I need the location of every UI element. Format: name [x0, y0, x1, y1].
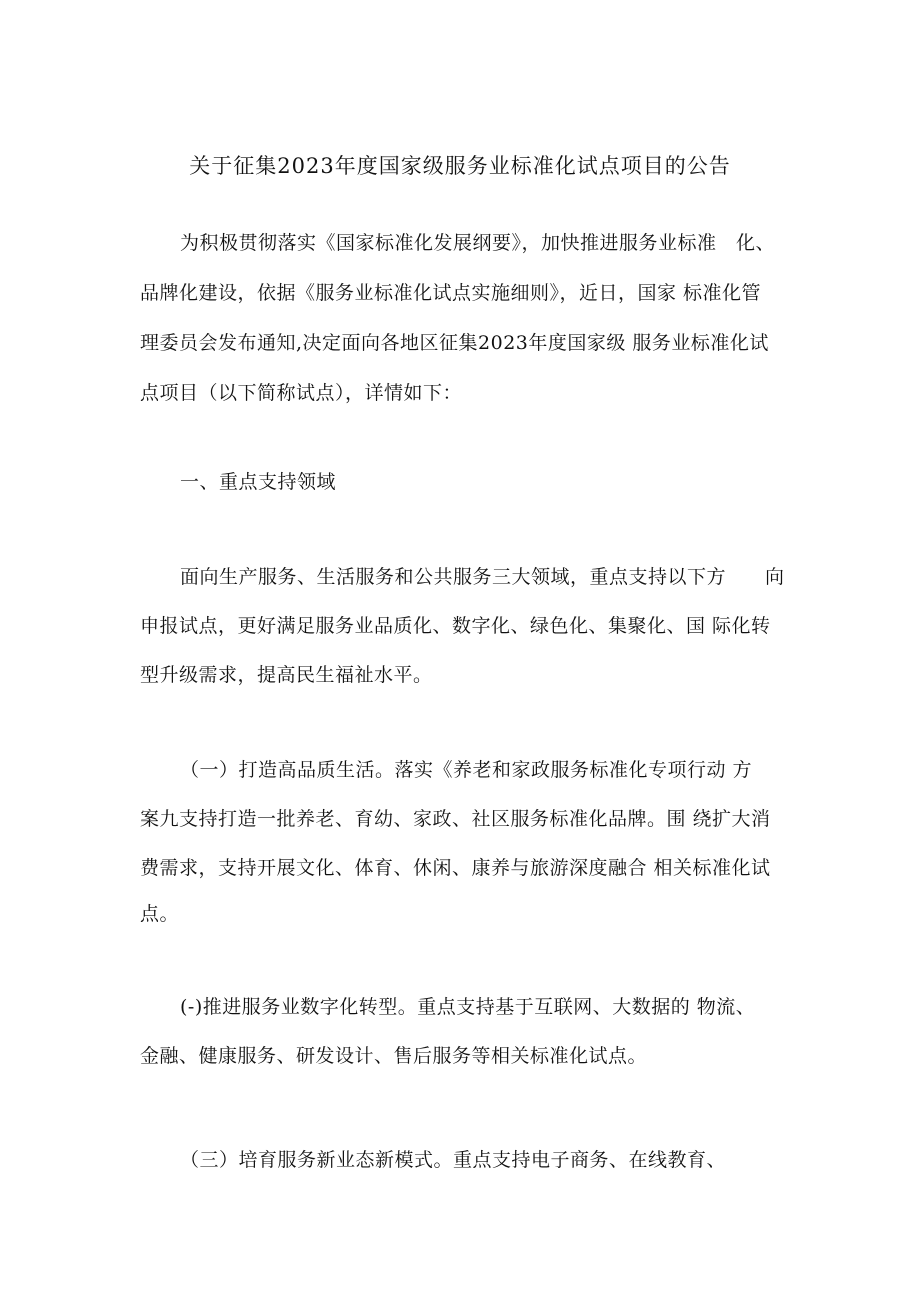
section-heading-1: 一、重点支持领域 — [180, 471, 337, 493]
paragraph-4-line-1: (-)推进服务业数字化转型。重点支持基于互联网、大数据的 物流、 — [180, 996, 756, 1018]
paragraph-1-line-1: 为积极贯彻落实《国家标准化发展纲要》，加快推进服务业标准 化、 — [180, 232, 776, 254]
paragraph-3-line-3: 费需求，支持开展文化、体育、休闲、康养与旅游深度融合 相关标准化试 — [140, 857, 771, 879]
document-title: 关于征集2023年度国家级服务业标准化试点项目的公告 — [189, 154, 731, 178]
paragraph-4-line-2: 金融、健康服务、研发设计、售后服务等相关标准化试点。 — [140, 1045, 648, 1067]
paragraph-3-line-2: 案九支持打造一批养老、育幼、家政、社区服务标准化品牌。围 绕扩大消 — [140, 808, 771, 830]
paragraph-1-line-4: 点项目（以下简称试点），详情如下： — [140, 382, 463, 404]
paragraph-3-line-1: （一）打造高品质生活。落实《养老和家政服务标准化专项行动 方 — [180, 759, 753, 781]
paragraph-3-line-4: 点。 — [140, 903, 180, 925]
paragraph-2-line-1: 面向生产服务、生活服务和公共服务三大领域，重点支持以下方 向 — [180, 566, 785, 588]
paragraph-1-line-2: 品牌化建设，依据《服务业标准化试点实施细则》，近日，国家 标准化管 — [140, 282, 762, 304]
paragraph-5-line-1: （三）培育服务新业态新模式。重点支持电子商务、在线教育、 — [180, 1149, 727, 1171]
paragraph-2-line-3: 型升级需求，提高民生福祉水平。 — [140, 664, 433, 686]
paragraph-2-line-2: 申报试点，更好满足服务业品质化、数字化、绿色化、集聚化、国 际化转 — [140, 615, 771, 637]
paragraph-1-line-3: 理委员会发布通知,决定面向各地区征集2023年度国家级 服务业标准化试 — [140, 332, 769, 354]
